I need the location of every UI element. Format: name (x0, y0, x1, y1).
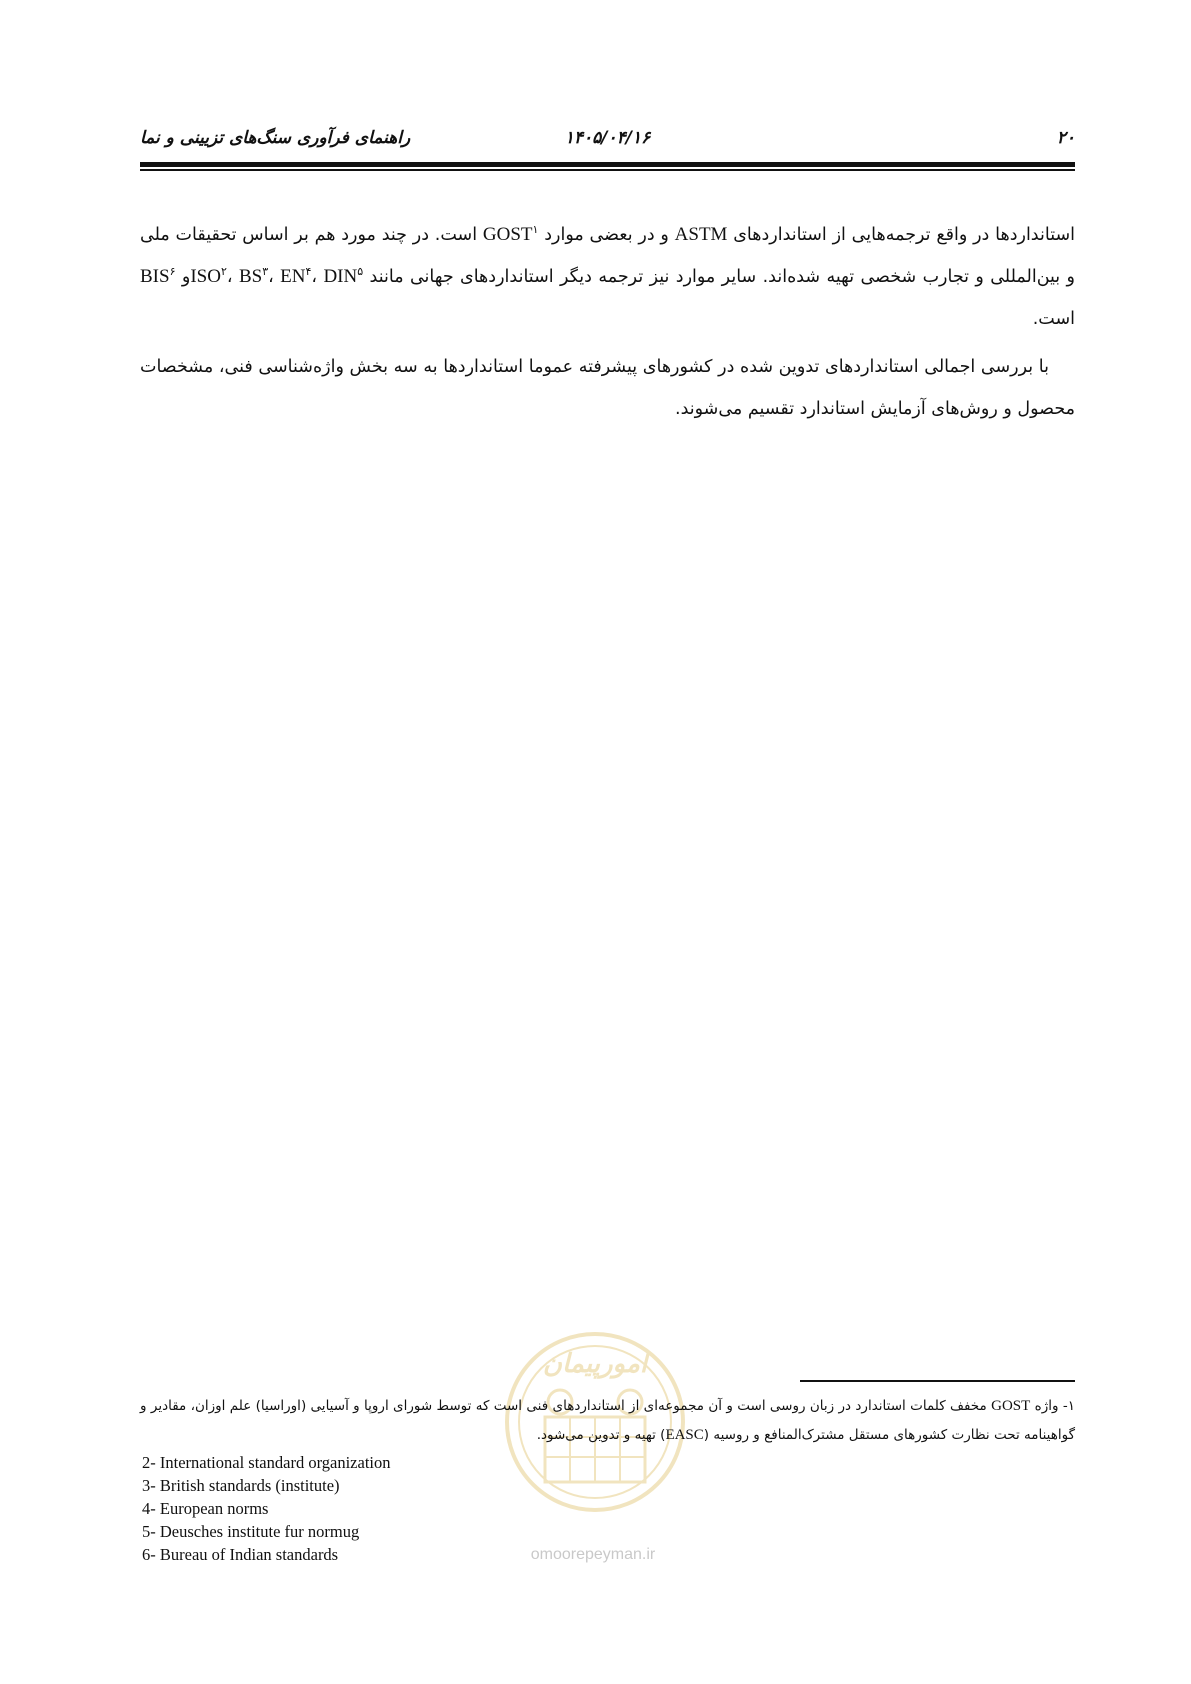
watermark-logo-text: امورپیمان (542, 1349, 648, 1379)
term-din: DIN (323, 266, 358, 287)
footnote-ref-6[interactable]: ۶ (169, 265, 176, 279)
footnote-ref-3[interactable]: ۳ (262, 265, 269, 279)
term-bis: BIS (140, 266, 170, 287)
term-bs: BS (238, 266, 263, 287)
header-date: ۱۴۰۵/۰۴/۱۶ (564, 128, 651, 148)
footnote-5: 5- Deusches institute fur normug (142, 1522, 360, 1541)
footnotes-latin (142, 1451, 390, 1566)
footnote-1: ۱- واژه GOST مخفف کلمات استاندارد در زبان روسی است و آن مجموعه‌ای از استانداردهای فنی است که توسط شورای اروپا و آسیایی (اوراسیا) علم اوزان، مقادیر و گواهینامه تحت نظارت کشورهای مستقل مشترک‌المنافع و روسیه (EASC) تهیه و تدوین می‌شود. (140, 1398, 1075, 1443)
term-iso: ISO (190, 266, 221, 287)
footnote-separator (800, 1380, 1075, 1382)
watermark-site: omoorepeyman.ir (530, 1546, 656, 1563)
page-header (140, 128, 1075, 158)
page-number: ۲۰ (1056, 128, 1075, 148)
term-astm: ASTM (674, 224, 728, 245)
footnote-2: 2- International standard organization (142, 1453, 391, 1472)
paragraph-1: استانداردها در واقع ترجمه‌هایی از استانداردهای ASTM و در بعضی موارد GOST$^۱$ است. در چند مورد هم بر اساس تحقیقات ملی و بین‌المللی و تجارب شخصی تهیه شده‌اند. سایر موارد نیز ترجمه دیگر استانداردهای جهانی مانند ISO$^۲$، $BS^۳،$ $EN^۴،$ DIN$^۵$و BIS$^۶$ است. (140, 223, 1076, 329)
header-rule-thin (140, 169, 1075, 171)
term-gost: GOST (482, 224, 533, 245)
footnote-3: 3- British standards (institute) (142, 1476, 340, 1495)
footnote-ref-1[interactable]: ۱ (532, 223, 539, 237)
header-rule-thick (140, 162, 1075, 167)
term-en: EN (280, 266, 306, 287)
footnote-ref-4[interactable]: ۴ (305, 265, 312, 279)
footnote-4: 4- European norms (142, 1499, 269, 1518)
paragraph-2: با بررسی اجمالی استانداردهای تدوین شده در کشورهای پیشرفته عموما استانداردها به سه بخش واژه‌شناسی فنی، مشخصات محصول و روش‌های آزمایش استاندارد تقسیم می‌شوند. (140, 357, 1075, 419)
body-text (140, 214, 1075, 436)
footnote-6: 6- Bureau of Indian standards (142, 1545, 339, 1564)
footnote-ref-5[interactable]: ۵ (357, 265, 364, 279)
footnote-ref-2[interactable]: ۲ (220, 265, 227, 279)
running-title: راهنمای فرآوری سنگ‌های تزیینی و نما (140, 128, 411, 148)
